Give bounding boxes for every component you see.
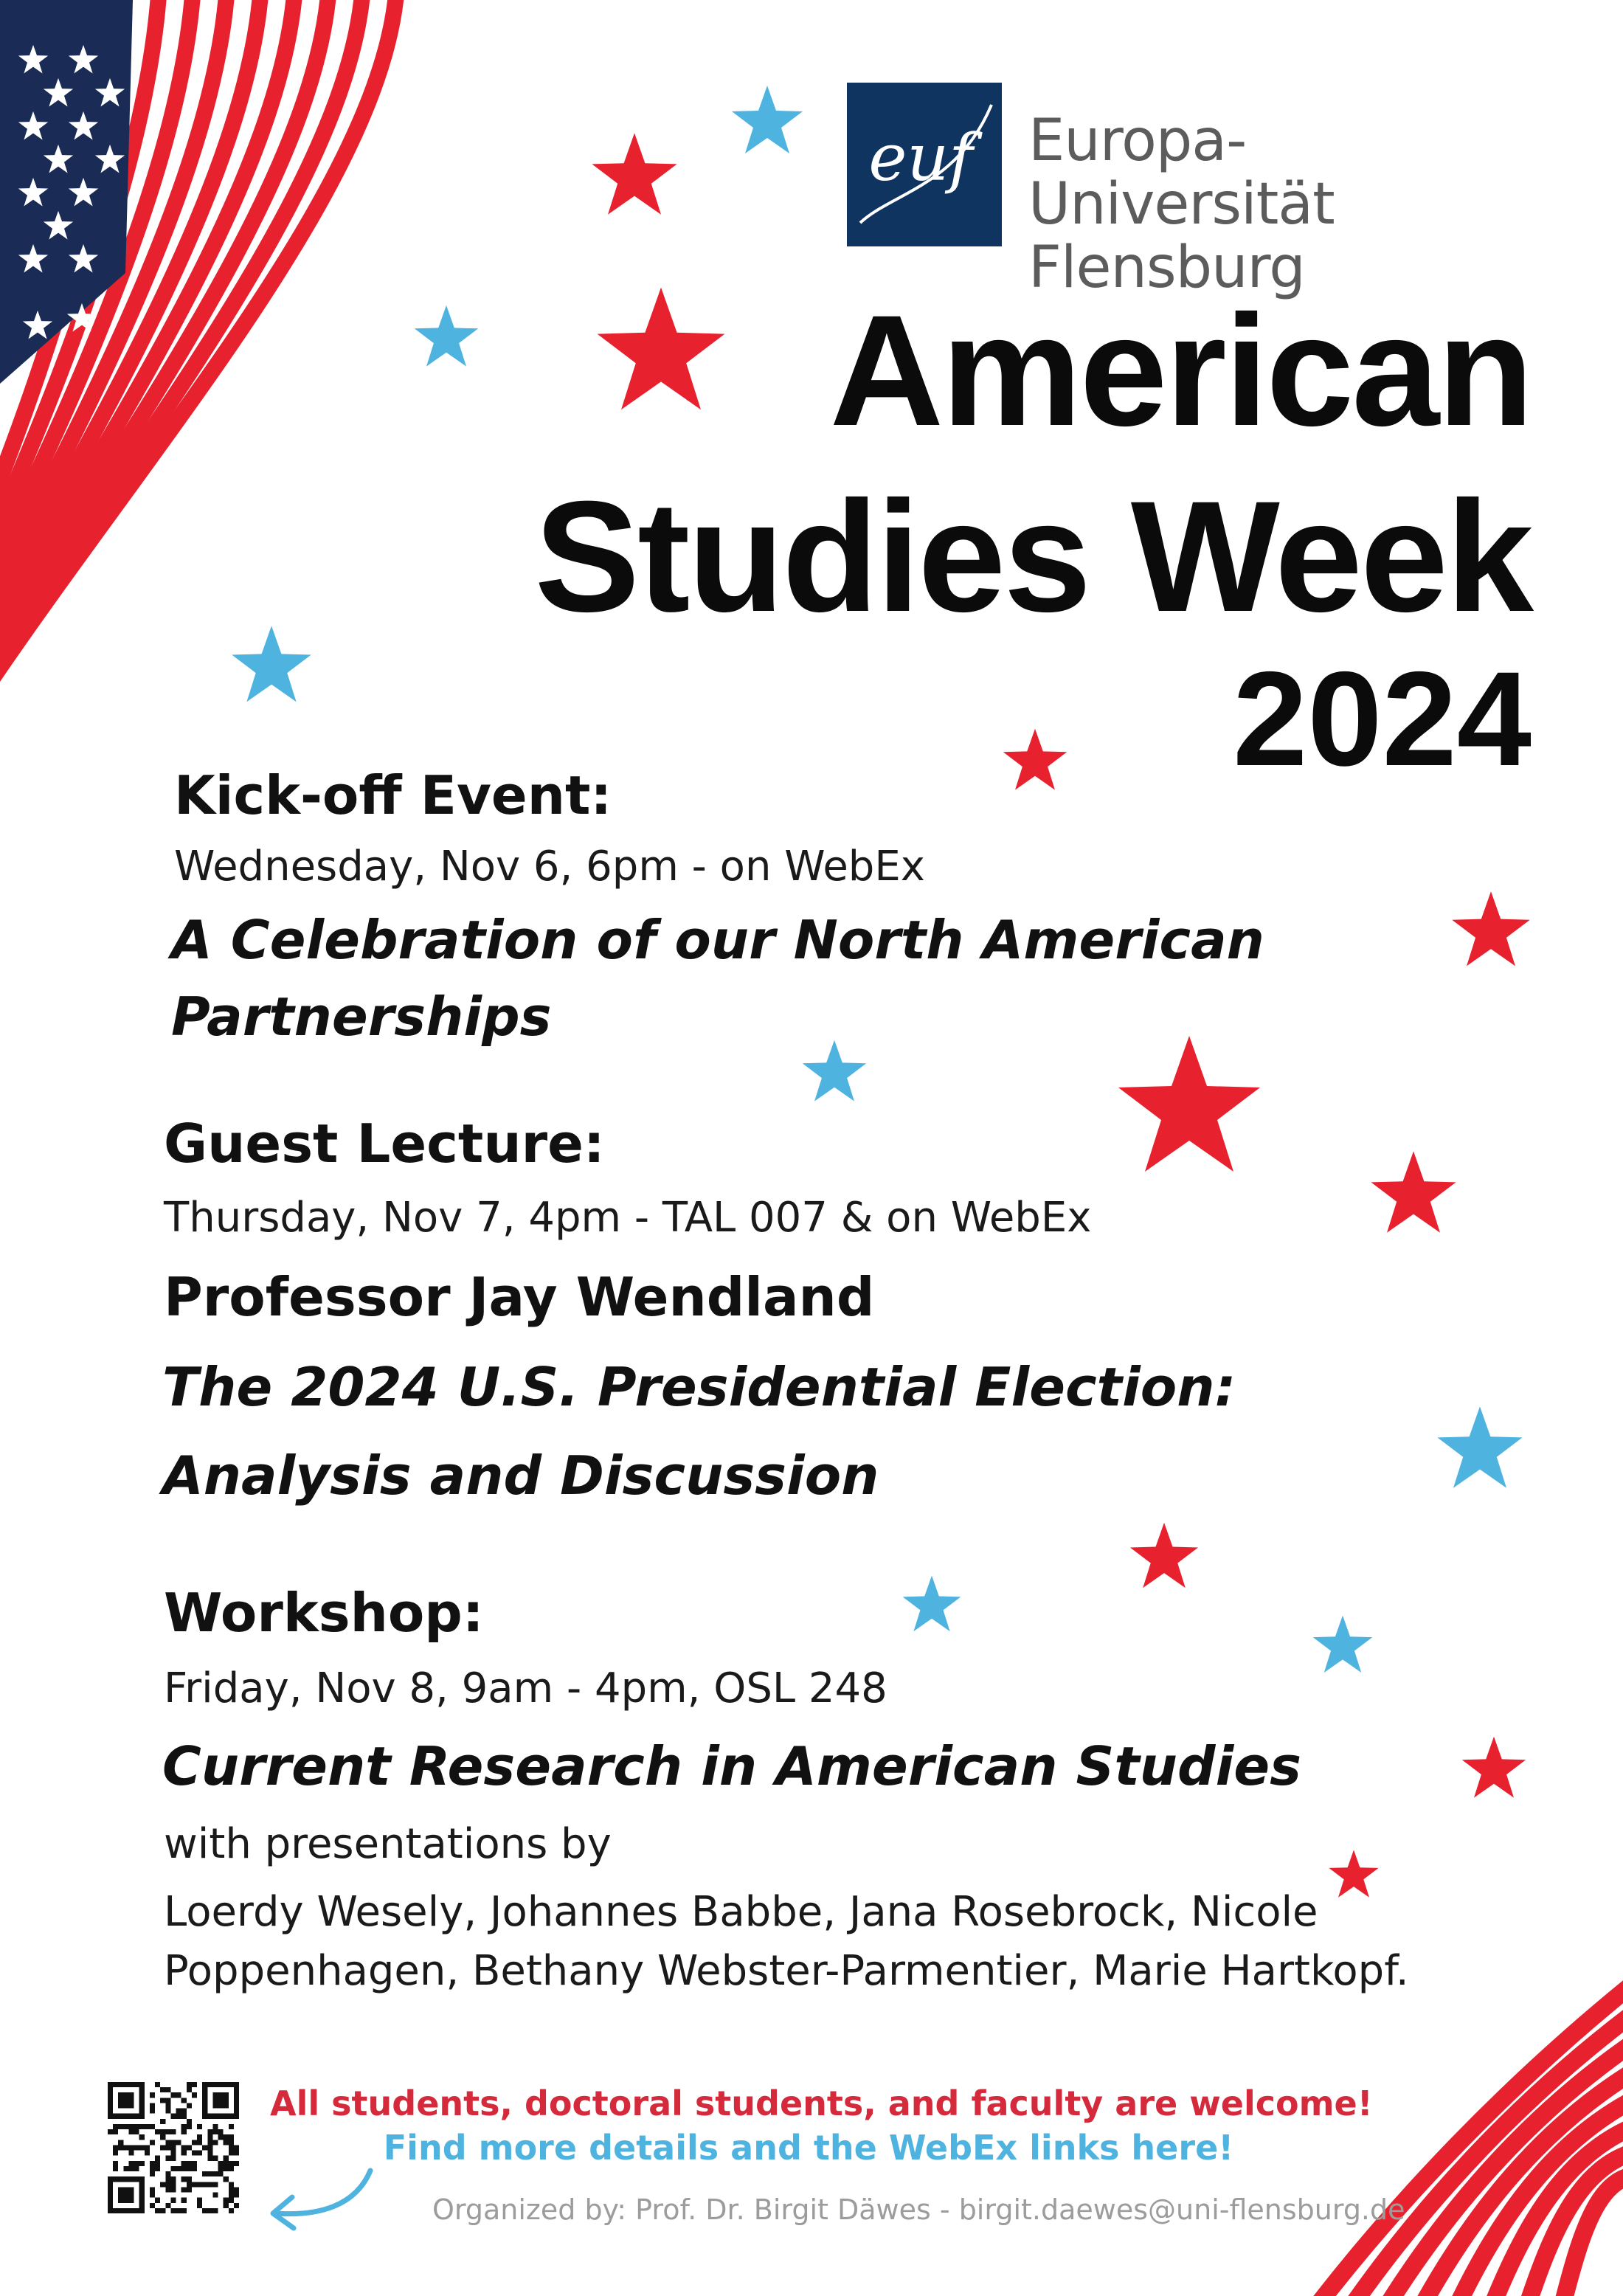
- logo-monogram-text: euf: [868, 120, 973, 196]
- university-logo[interactable]: [847, 83, 1526, 301]
- logo-monogram: [847, 83, 1002, 246]
- logo-name-line2: Flensburg: [1028, 235, 1305, 301]
- workshop-presenters-line1: Loerdy Wesely, Johannes Babbe, Jana Rosebrock, Nicole: [164, 1888, 1318, 1936]
- kickoff-datetime: Wednesday, Nov 6, 6pm - on WebEx: [174, 843, 925, 891]
- qr-code[interactable]: [108, 2082, 239, 2213]
- kickoff-topic-line1: A Celebration of our North American: [171, 909, 1264, 971]
- lecture-topic-line2: Analysis and Discussion: [162, 1445, 879, 1507]
- star-icon: [1461, 1735, 1527, 1802]
- arrow-icon: [260, 2162, 378, 2236]
- star-icon: [413, 304, 480, 370]
- star-icon: [230, 624, 313, 707]
- logo-name-line1: Europa-Universität: [1028, 108, 1335, 238]
- star-icon: [595, 285, 727, 418]
- workshop-presenters-intro: with presentations by: [164, 1820, 612, 1868]
- workshop-datetime: Friday, Nov 8, 9am - 4pm, OSL 248: [164, 1664, 887, 1712]
- star-icon: [801, 1039, 868, 1105]
- star-icon: [1328, 1849, 1380, 1901]
- details-link-text[interactable]: Find more details and the WebEx links here!: [383, 2128, 1234, 2168]
- star-icon: [1369, 1149, 1458, 1238]
- lecture-datetime: Thursday, Nov 7, 4pm - TAL 007 & on WebEx: [164, 1194, 1092, 1242]
- workshop-presenters-line2: Poppenhagen, Bethany Webster-Parmentier, Marie Hartkopf.: [164, 1947, 1409, 1995]
- poster-title-year: 2024: [1233, 643, 1532, 794]
- star-icon: [902, 1574, 962, 1635]
- lecture-topic-line1: The 2024 U.S. Presidential Election:: [162, 1356, 1236, 1418]
- organizer-credit: Organized by: Prof. Dr. Birgit Däwes - birgit.daewes@uni-flensburg.de: [432, 2193, 1405, 2226]
- lecture-heading: Guest Lecture:: [164, 1113, 605, 1175]
- star-icon: [1450, 890, 1532, 971]
- poster-title-line1: American: [829, 283, 1532, 459]
- star-icon: [1115, 1033, 1263, 1180]
- star-icon: [590, 131, 679, 220]
- lecture-speaker: Professor Jay Wendland: [164, 1266, 875, 1328]
- welcome-message: All students, doctoral students, and faculty are welcome!: [270, 2084, 1373, 2123]
- star-icon: [1312, 1614, 1374, 1676]
- star-icon: [1002, 727, 1068, 794]
- poster-title-line2: Studies Week: [534, 468, 1532, 645]
- star-icon: [1436, 1405, 1524, 1493]
- kickoff-heading: Kick-off Event:: [174, 764, 612, 826]
- american-flag-top-left: [0, 0, 531, 856]
- workshop-heading: Workshop:: [164, 1582, 484, 1644]
- logo-name: [1028, 109, 1526, 300]
- kickoff-topic-line2: Partnerships: [171, 986, 552, 1048]
- star-icon: [1129, 1521, 1200, 1592]
- star-icon: [730, 84, 804, 158]
- workshop-topic: Current Research in American Studies: [162, 1735, 1301, 1797]
